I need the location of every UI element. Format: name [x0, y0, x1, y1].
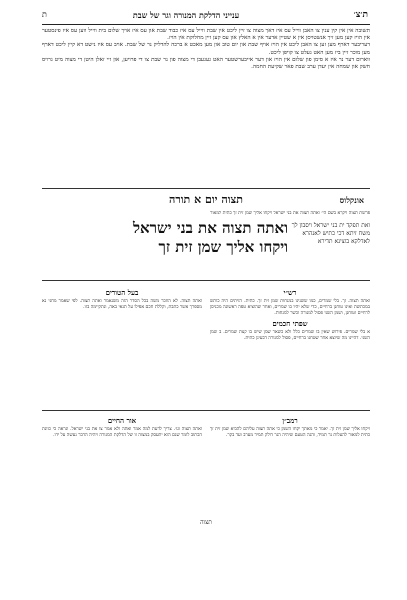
divider: [42, 188, 370, 189]
ramban-text: ויקחו אליך שמן זית זך. יאמר כי מאתך יקחו השמן כי אתה תצוה עליהם להביא שמן זית זך כתית למאור להעלות נר תמיד, והנה הטעם שיהיה הנר דולק תמיד מערב ועד בקר.: [210, 427, 370, 438]
sifsei-chachamim-text: א בלי שמרים. פירוש שאין בו שמרים כלל ולא כשאר שמן שיש בו קצת שמרים. ב שמן השני. דהיינו מה שיוצא אחר שטחנו ברחיים, פסול למנורה דבעינן כתית.: [210, 330, 370, 341]
baal-haturim-text: ואתה תצוה. לא הוזכר משה בכל הסדר הזה משנאמר ואתה תצוה. לפי שאמר מחני נא מספרך אשר כתבת, וקללת חכם אפילו על תנאי באה, ונתקיימה בזו.: [42, 299, 202, 310]
section-heading: תצוה יום א תורה: [169, 193, 243, 206]
yiddish-text-block: [42, 28, 370, 71]
commentary-columns: [42, 286, 370, 406]
ohr-hachaim-column: [42, 414, 202, 520]
baal-haturim-heading: בעל הטורים: [105, 288, 139, 297]
verse-line-2: ויקחו אליך שמן זית זך: [158, 239, 288, 256]
running-title: ענייני הדלקת המנורה וגר של שבת: [132, 10, 240, 20]
divider: [42, 410, 370, 411]
rashi-column: [210, 286, 370, 406]
verse-line-1: ואתה תצוה את בני ישראל: [133, 220, 288, 237]
rashi-heading: רש״י: [283, 288, 297, 297]
verse-block: [42, 220, 370, 272]
page-number: ת׳צ׳: [353, 10, 368, 20]
sifsei-chachamim-heading: שפתי חכמים: [272, 319, 308, 328]
onkelos-translation: ואת תפקד ית בני ישראל ויסבון לך משח זיתא דכי כתיש לאנהרא לאדלקא בוצינא תדירא: [291, 222, 370, 245]
document-page: [42, 8, 370, 528]
baal-haturim-column: [42, 286, 202, 406]
ramban-column: [210, 414, 370, 520]
section-header: [42, 191, 370, 209]
ohr-hachaim-text: ואתה תצוה וגו׳. צריך לדעת למה אמר ואתה ולא אמר צו את בני ישראל. ונראה כי כוונת הכתוב לומר שגם הוא יתעסק במצוה זו של הדלקת המנורה ויהיה הדבר נעשה על ידו.: [42, 427, 202, 438]
folio-letter: ת: [42, 10, 47, 19]
onkelos-label: אונקלוס: [339, 195, 364, 205]
yiddish-paragraph: תשובה אין אין קין ענין צו האבן ווייל עס איז דאך מצוה צו זיין ליכט אין שבת ווייל עס איז כבוד שבת און עס איז אויך שלום בית ווייל ווען עס איז פינסטער אין הויז קען מען זיך אנשטויסן אין א שטיין אדער אין א האלץ און עס קען זיין מחלוקת אין הויז.: [42, 28, 370, 42]
ohr-hachaim-heading: אור החיים: [107, 416, 137, 425]
divider: [42, 280, 370, 281]
yiddish-paragraph: דעריבער דארף מען זען צו האבן ליכט אין הויז אויף שבת און יום טוב און מען מאכט א ברכה להדליק נר של שבת. אויב עס איז נישט דא קיין ליכט דארף מען מוכר זיין ביז מען האט געלט צו קויפן ליכט.: [42, 42, 370, 56]
page-header: [42, 8, 370, 25]
parsha-line: פרשת תצוה ויקרא בשם הי׳ ואתה תצוה את בני ישראל ויקחו אליך שמן זית זך כתית למאור: [210, 211, 370, 216]
rashi-text: ואתה תצוה. זך. בלי שמרים, כמו ששנינו במנחות שמן זית זך. כתית. הזיתים היה כותש במכתשת ואינו טוחנן ברחיים, כדי שלא יהיו בו שמרים, ואחר שהוציא טפה ראשונה מכניסן לרחיים וטוחנן, ושמן השני פסול למנורה וכשר למנחות.: [210, 299, 370, 316]
bottom-commentaries: [42, 414, 370, 520]
footer-note: תצוה: [200, 519, 212, 526]
yiddish-paragraph: ווארום דער נר איז א סימן פון שלום אין הויז און דער אייבערשטער האט געגעבן די מצוה פון נר שבת צו די פרויען, און זיי זאלן היטן די מצוה מיט גרויס חשק און שמחה אין יעדן ערב שבת פאר שקיעת החמה.: [42, 56, 370, 71]
ramban-heading: רמב״ן: [282, 416, 298, 425]
